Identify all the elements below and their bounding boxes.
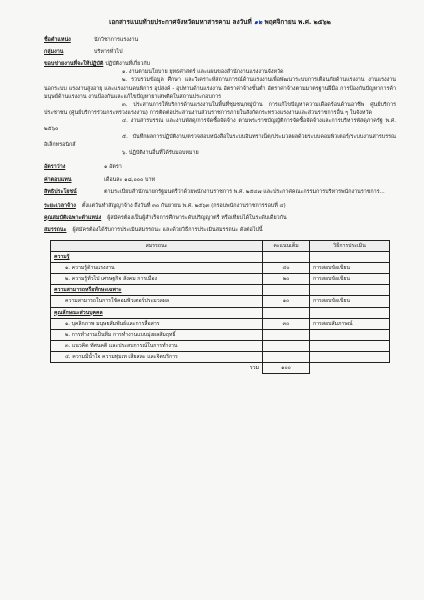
qualification-label: คุณสมบัติเฉพาะตำแหน่ง xyxy=(44,214,102,221)
title-suffix: พฤศจิกายน พ.ศ. ๒๕๖๒ xyxy=(264,18,331,26)
competency-text: ๑. บุคลิกภาพ มนุษยสัมพันธ์และการสื่อสาร xyxy=(51,318,263,329)
pay-label: ค่าตอบแทน xyxy=(44,176,72,183)
benefit-label: สิทธิประโยชน์ xyxy=(44,188,77,195)
section-title: ความรู้ xyxy=(51,252,263,263)
table-row xyxy=(51,318,390,329)
group-row xyxy=(44,48,396,56)
table-row xyxy=(51,329,390,340)
method-cell: การสอบข้อเขียน xyxy=(310,274,390,285)
competency-text: ความสามารถในการใช้คอมพิวเตอร์ประมวลผล xyxy=(51,296,263,307)
method-cell: การสอบสัมภาษณ์ xyxy=(310,318,390,329)
qualification-value: ผู้สมัครต้องเป็นผู้สำเร็จการศึกษาระดับปริญญาตรี หรือเทียบได้ในระดับเดียวกัน xyxy=(107,214,287,221)
group-label: กลุ่มงาน xyxy=(44,49,64,56)
assessment-row xyxy=(44,226,396,234)
section-title: ความสามารถหรือทักษะเฉพาะ xyxy=(51,285,263,296)
qualification-row xyxy=(44,214,396,222)
total-row xyxy=(51,363,390,374)
pay-row xyxy=(44,176,396,184)
section-title: คุณลักษณะส่วนบุคคล xyxy=(51,307,263,318)
header-method: วิธีการประเมิน xyxy=(310,240,390,251)
table-row xyxy=(51,296,390,307)
table-row xyxy=(51,351,390,362)
pay-value: เดือนละ ๑๘,๐๐๐ บาท xyxy=(104,176,156,183)
contract-label: ระยะเวลาจ้าง xyxy=(44,202,76,209)
benefit-value: ตามระเบียบสำนักนายกรัฐมนตรีว่าด้วยพนักงานราชการ พ.ศ. ๒๕๔๗ และประกาศคณะกรรมการบริหารพนักงานราชการ... xyxy=(104,188,385,195)
rate-label: อัตราว่าง xyxy=(44,164,66,171)
handwritten-day: ๑๒ xyxy=(253,18,263,26)
method-cell xyxy=(310,329,390,340)
section-row xyxy=(51,252,390,263)
competency-table xyxy=(50,240,390,374)
method-cell xyxy=(310,351,390,362)
benefit-row xyxy=(44,188,396,196)
position-label: ชื่อตำแหน่ง xyxy=(44,37,71,44)
document-page xyxy=(44,14,396,374)
position-value: นักวิชาการแรงงาน xyxy=(94,37,139,44)
total-value: ๑๐๐ xyxy=(263,363,310,374)
total-label: รวม xyxy=(249,365,259,371)
title-prefix: เอกสารแนบท้ายประกาศจังหวัดมหาสารคาม ลงวันที่ xyxy=(109,18,252,26)
scope-item: ๓. ประสานการให้บริการด้านแรงงานในพื้นที่ชุมชน/หมู่บ้าน การแก้ไขปัญหาความเดือดร้อนด้านอาชีพ ศูนย์บริการประชาชน (ศูนย์บริการร่วมกระทรวงแรงงาน) การติดต่อประสานงานส่วนราชการภายในสังกัดกระทรวงแรงงานและส่วนราชการอื่น ๆ ในจังหวัด xyxy=(44,101,396,116)
score-cell xyxy=(263,351,310,362)
scope-item: ๔. งานสารบรรณ และงานพัสดุ/การจัดซื้อจัดจ้าง ตามพระราชบัญญัติการจัดซื้อจัดจ้างและการบริหารพัสดุภาครัฐ พ.ศ. ๒๕๖๐ xyxy=(44,117,396,133)
scope-item: ๑. งานตามนโยบาย ยุทธศาสตร์ และแผนของสำนักงานแรงงานจังหวัด xyxy=(122,69,284,76)
contract-value: ตั้งแต่วันทำสัญญาจ้าง ถึงวันที่ ๓๐ กันยายน พ.ศ. ๒๕๖๓ (กรอบพนักงานราชการรอบที่ ๔) xyxy=(81,202,286,209)
section-row xyxy=(51,285,390,296)
score-cell xyxy=(263,340,310,351)
score-cell: ๑๐ xyxy=(263,296,310,307)
method-cell: การสอบข้อเขียน xyxy=(310,263,390,274)
competency-text: ๒. ความรู้ทั่วไป เศรษฐกิจ สังคม การเมือง xyxy=(51,274,263,285)
score-cell: ๒๐ xyxy=(263,274,310,285)
scope-item: ๖. ปฏิบัติงานอื่นที่ได้รับมอบหมาย xyxy=(122,150,199,157)
page-title xyxy=(44,18,396,26)
table-row xyxy=(51,263,390,274)
rate-value: ๑ อัตรา xyxy=(104,164,122,171)
score-cell xyxy=(263,329,310,340)
table-row xyxy=(51,274,390,285)
position-row xyxy=(44,36,396,44)
scope-intro: ปฏิบัติงานที่เกี่ยวกับ xyxy=(105,61,151,68)
table-header-row xyxy=(51,240,390,251)
score-cell: ๔๐ xyxy=(263,263,310,274)
scope-label: ขอบข่ายงานที่จะให้ปฏิบัติ xyxy=(44,61,104,68)
scope-item: ๕. บันทึกผลการปฏิบัติงาน/ตรวจสอบหนังสือในระบบอินทราเน็ต/ประมวลผลด้วยระบบคอมพิวเตอร์/ระบบงานสารบรรณอิเล็กทรอนิกส์ xyxy=(44,134,396,149)
competency-text: ๔. ความมีน้ำใจ ความทุ่มเท เสียสละ และจิตบริการ xyxy=(51,351,263,362)
assessment-label: สมรรถนะ xyxy=(44,226,67,233)
assessment-value: ผู้สมัครต้องได้รับการประเมินสมรรถนะ และด้วยวิธีการประเมินสมรรถนะ ดังต่อไปนี้ xyxy=(72,226,263,233)
header-score: คะแนนเต็ม xyxy=(263,240,310,251)
method-cell: การสอบข้อเขียน xyxy=(310,296,390,307)
competency-text: ๒. การทำงานเป็นทีม การทำงานแบบมุ่งผลสัมฤทธิ์ xyxy=(51,329,263,340)
competency-text: ๑. ความรู้ด้านแรงงาน xyxy=(51,263,263,274)
scope-heading xyxy=(44,60,396,68)
score-cell: ๓๐ xyxy=(263,318,310,329)
method-cell xyxy=(310,340,390,351)
section-row xyxy=(51,307,390,318)
competency-text: ๓. แนวคิด ทัศนคติ และประสบการณ์ในการทำงาน xyxy=(51,340,263,351)
group-value: บริหารทั่วไป xyxy=(94,49,123,56)
rate-row xyxy=(44,163,396,171)
table-row xyxy=(51,340,390,351)
scope-item: ๒. รวบรวมข้อมูล ศึกษา และวิเคราะห์สถานการณ์ด้านแรงงานเพื่อพัฒนาระบบการเตือนภัยด้านแรงงาน งานแรงงานนอกระบบ แรงงานสูงอายุ และแรงงานคนพิการ อุปสงค์ - อุปทานด้านแรงงาน อัตราค่าจ้างขั้นต่ำ อัตราค่าจ้างตามมาตรฐานฝีมือ การป้องกันปัญหาการค้ามนุษย์ด้านแรงงาน งานป้องกันและแก้ไขปัญหายาเสพติดในสถานประกอบการ xyxy=(44,77,396,100)
contract-row xyxy=(44,202,396,210)
header-competency: สมรรถนะ xyxy=(51,240,263,251)
